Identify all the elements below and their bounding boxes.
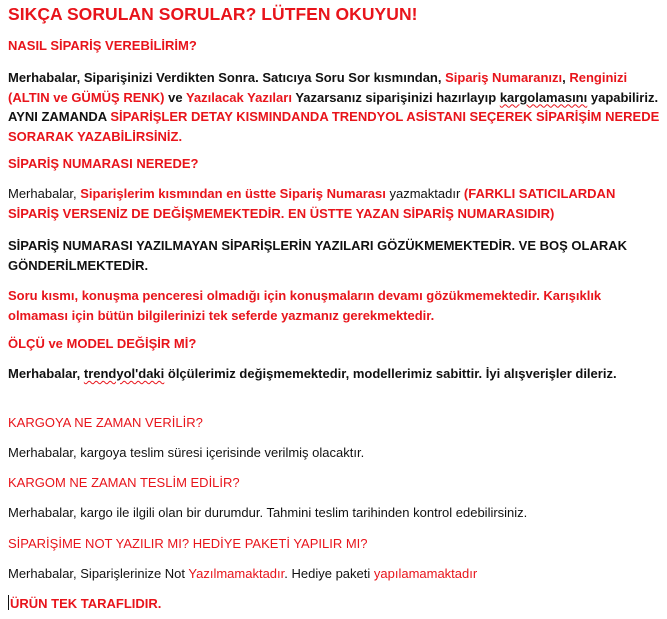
spellcheck-word: trendyol'daki xyxy=(83,366,165,381)
answer-text: Merhabalar, Siparişinizi Verdikten Sonra. Satıcıya Soru Sor kısmından, xyxy=(8,70,446,85)
note-single-message: Soru kısmı, konuşma penceresi olmadığı için konuşmaların devamı gözükmemektedir. Karışıklık olmaması için bütün bilgilerinizi tek seferde yazmanız gerekmektedir. xyxy=(8,288,602,323)
footer-note xyxy=(8,594,661,614)
answer-text: ve xyxy=(164,89,186,105)
highlight-color: Renginizi (ALTIN ve GÜMÜŞ RENK) xyxy=(8,70,628,105)
highlight-text-to-write: Yazılacak Yazıları xyxy=(185,89,292,105)
question-heading-order-how: NASIL SİPARİŞ VEREBİLİRİM? xyxy=(8,38,197,53)
question-heading-note-gift: SİPARİŞİME NOT YAZILIR MI? HEDİYE PAKETİ YAPILIR MI? xyxy=(8,536,368,551)
footer-text: ÜRÜN TEK TARAFLIDIR. xyxy=(10,596,162,611)
text-cursor xyxy=(8,595,9,610)
question-heading-order-number: SİPARİŞ NUMARASI NEREDE? xyxy=(8,156,199,171)
page-title: SIKÇA SORULAN SORULAR? LÜTFEN OKUYUN! xyxy=(8,4,418,24)
answer-text: yapabiliriz. AYNI ZAMANDA xyxy=(8,89,659,124)
warning-no-order-number: SİPARİŞ NUMARASI YAZILMAYAN SİPARİŞLERİN YAZILARI GÖZÜKMEMEKTEDİR. VE BOŞ OLARAK GÖNDERİLMEKTEDİR. xyxy=(8,238,628,273)
answer-note-gift xyxy=(8,564,661,584)
answer-shipping-time: Merhabalar, kargoya teslim süresi içerisinde verilmiş olacaktır. xyxy=(8,445,365,460)
answer-delivery-time: Merhabalar, kargo ile ilgili olan bir durumdur. Tahmini teslim tarihinden kontrol edebilirsiniz. xyxy=(8,505,528,520)
highlight-assistant-note: SİPARİŞLER DETAY KISMINDANDA TRENDYOL ASİSTANI SEÇEREK SİPARİŞİM NEREDE SORARAK YAZABİLİRSİNİZ. xyxy=(8,109,660,144)
answer-text: Merhabalar, xyxy=(8,186,81,201)
answer-text: . Hediye paketi xyxy=(284,566,374,581)
highlight-not-written: Yazılmamaktadır xyxy=(188,566,285,581)
highlight-different-sellers: (FARKLI SATICILARDAN SİPARİŞ VERSENİZ DE DEĞİŞMEMEKTEDİR. EN ÜSTTE YAZAN SİPARİŞ NUMARASIDIR) xyxy=(8,186,616,221)
answer-text: ölçülerimiz değişmemektedir, modellerimiz sabittir. İyi alışverişler dileriz. xyxy=(164,366,617,381)
highlight-not-wrapped: yapılamamaktadır xyxy=(373,566,478,581)
answer-text: Merhabalar, Siparişlerinize Not xyxy=(8,566,189,581)
answer-size-model xyxy=(8,364,661,384)
answer-text: Yazarsanız siparişinizi hazırlayıp xyxy=(291,89,500,105)
question-heading-delivery-time: KARGOM NE ZAMAN TESLİM EDİLİR? xyxy=(8,475,240,490)
question-heading-shipping-time: KARGOYA NE ZAMAN VERİLİR? xyxy=(8,415,203,430)
highlight-orders-section: Siparişlerim kısmından en üstte Sipariş Numarası xyxy=(80,186,386,201)
answer-text: , xyxy=(562,70,570,85)
answer-text: Merhabalar, xyxy=(8,366,84,381)
highlight-order-number: Sipariş Numaranızı xyxy=(445,70,563,85)
question-heading-size-model: ÖLÇÜ ve MODEL DEĞİŞİR Mİ? xyxy=(8,336,197,351)
spellcheck-word: kargolamasını xyxy=(499,89,588,105)
answer-text: yazmaktadır xyxy=(385,186,464,201)
answer-order-how xyxy=(8,68,661,146)
answer-order-number xyxy=(8,184,661,223)
